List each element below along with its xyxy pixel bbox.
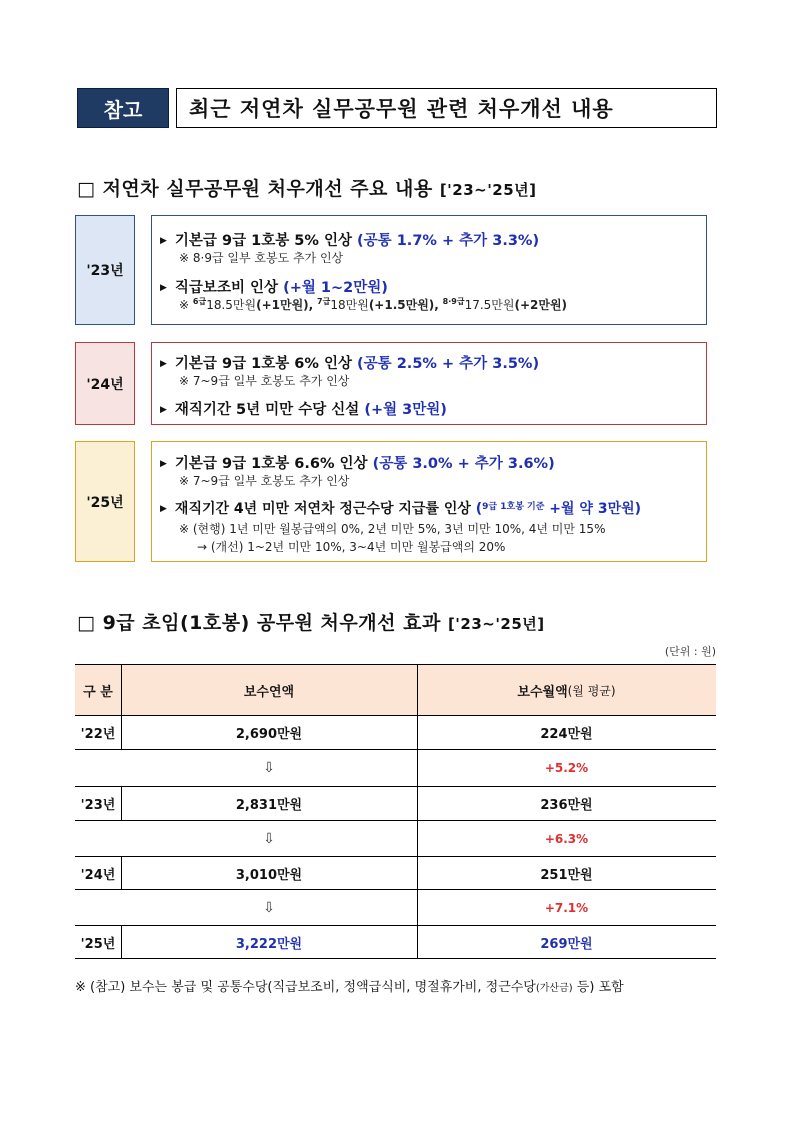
table-rule [75,958,716,959]
year-label-23: '23년 [75,215,135,325]
table-row-year: '22년 [80,727,116,742]
note-23-position-allowance: ※ $^{6급}$18.5만원(+1만원), $^{7급}$18만원(+1.5만원), $^{8\cdot 9급}$17.5만원(+2만원) [179,297,568,312]
table-row-monthly: 269만원 [540,936,593,952]
year-content-24 [151,342,707,425]
note-23-base-pay: ※ 8·9급 일부 호봉도 추가 인상 [179,251,344,265]
table-header-annual: 보수연액 [243,684,295,700]
table-row-year: '24년 [80,867,116,883]
down-arrow-icon: ⇩ [263,899,275,916]
year-content-23 [151,215,707,325]
highlight-text: (공통 2.5% + 추가 3.5%) [357,356,540,372]
bullet-triangle-icon: ▶ [160,405,167,415]
table-row-annual: 2,690만원 [235,727,303,742]
table-header-monthly: 보수월액 (월 평균) [517,683,616,700]
table-row-monthly: 251만원 [540,867,593,883]
table-header-category: 구 분 [83,684,113,700]
section1-marker: □ [77,178,96,200]
down-arrow-icon: ⇩ [263,830,275,847]
section2-marker: □ [77,612,96,634]
increase-rate: +7.1% [544,900,589,915]
bullet-25-base-pay: ▶ 기본급 9급 1호봉 6.6% 인상 (공통 3.0% + 추가 3.6%) [160,456,555,472]
table-row-monthly: 224만원 [540,727,593,742]
increase-rate: +6.3% [544,831,589,846]
year-content-25 [151,441,707,562]
section2-title: 9급 초임(1호봉) 공무원 처우개선 효과 [102,612,441,634]
page-title: 최근 저연차 실무공무원 관련 처우개선 내용 [176,88,717,128]
down-arrow-icon: ⇩ [263,760,275,776]
year-label-24: '24년 [75,342,135,425]
bullet-triangle-icon: ▶ [160,236,167,246]
section2-range: ['23~'25년] [447,615,545,633]
highlight-text: (+월 1~2만원) [283,280,388,296]
bullet-24-base-pay: ▶ 기본급 9급 1호봉 6% 인상 (공통 2.5% + 추가 3.5%) [160,356,540,372]
highlight-text: (+월 3만원) [364,402,447,418]
bullet-triangle-icon: ▶ [160,283,167,293]
bullet-23-base-pay: ▶ 기본급 9급 1호봉 5% 인상 (공통 1.7% + 추가 3.3%) [160,233,540,249]
section2-heading [77,608,545,635]
table-row-year: '25년 [80,936,116,952]
bullet-triangle-icon: ▶ [160,359,167,369]
section1-range: ['23~'25년] [439,181,537,199]
section1-heading [77,174,537,201]
bullet-triangle-icon: ▶ [160,504,167,514]
highlight-text: (공통 1.7% + 추가 3.3%) [357,233,540,249]
table-row-annual: 2,831만원 [235,798,303,813]
reference-badge: 참고 [77,88,169,128]
bullet-triangle-icon: ▶ [160,459,167,469]
table-rule [75,664,716,665]
unit-label: (단위 : 원) [664,645,716,658]
highlight-text: ($^{9급 1호봉 기준}$ +월 약 3만원) [475,501,642,517]
increase-rate: +5.2% [544,761,589,775]
note-25-current: ※ (현행) 1년 미만 월봉급액의 0%, 2년 미만 5%, 3년 미만 10%, 4년 미만 15% [179,522,606,536]
footnote: ※ (참고) 보수는 봉급 및 공통수당(직급보조비, 정액급식비, 명절휴가비, 정근수당(가산금) 등) 포함 [75,980,624,995]
bullet-24-new-allowance: ▶ 재직기간 5년 미만 수당 신설 (+월 3만원) [160,402,447,418]
table-row-monthly: 236만원 [540,798,593,813]
table-row-year: '23년 [80,798,116,813]
bullet-25-longevity-allowance: ▶ 재직기간 4년 미만 저연차 정근수당 지급률 인상 ($^{9급 1호봉 기준}$ +월 약 3만원) [160,501,642,517]
highlight-text: (공통 3.0% + 추가 3.6%) [372,456,555,472]
year-label-25: '25년 [75,441,135,562]
note-25-improved: → (개선) 1~2년 미만 10%, 3~4년 미만 월봉급액의 20% [197,540,506,554]
table-row-annual: 3,222만원 [235,936,303,952]
section1-title: 저연차 실무공무원 처우개선 주요 내용 [102,178,433,200]
note-24-base-pay: ※ 7~9급 일부 호봉도 추가 인상 [179,374,350,388]
note-25-base-pay: ※ 7~9급 일부 호봉도 추가 인상 [179,474,350,488]
table-row-annual: 3,010만원 [235,867,303,883]
bullet-23-position-allowance: ▶ 직급보조비 인상 (+월 1~2만원) [160,280,388,296]
